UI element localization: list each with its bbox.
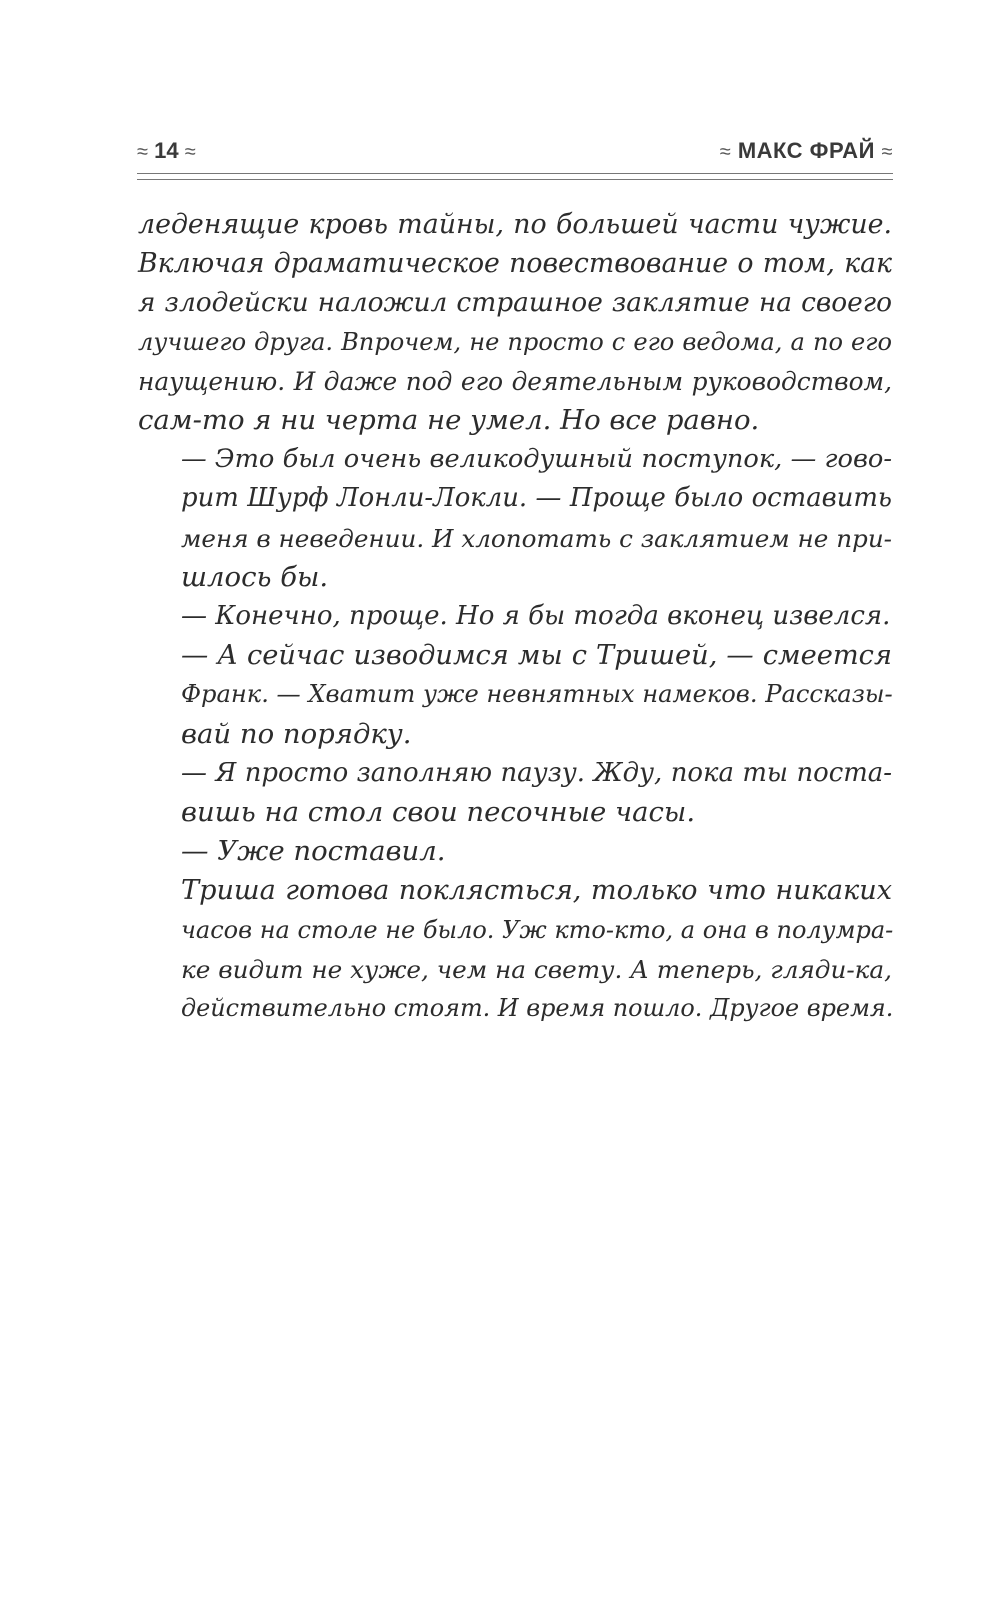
text-line: леденящие кровь тайны, по большей части чужие. — [138, 209, 892, 240]
header-rule-top — [137, 173, 893, 174]
text-line: вишь на стол свои песочные часы. — [181, 796, 696, 829]
author-block — [720, 138, 893, 164]
page-number: 14 — [154, 138, 179, 163]
text-line: — Это был очень великодушный поступок, — гово- — [181, 444, 892, 475]
author-name: МАКС ФРАЙ — [737, 138, 875, 163]
wave-ornament-icon: ≈ — [137, 141, 148, 163]
text-line: наущению. И даже под его деятельным руководством, — [138, 366, 892, 396]
text-line: ке видит не хуже, чем на свету. А теперь, гляди-ка, — [181, 954, 892, 984]
body-text — [138, 205, 892, 1028]
text-line: Включая драматическое повествование о том, как — [138, 248, 892, 280]
paragraph — [138, 832, 892, 871]
text-line: вай по порядку. — [181, 717, 412, 750]
text-line: Франк. — Хватит уже невнятных намеков. Рассказы- — [181, 680, 893, 709]
wave-ornament-icon: ≈ — [881, 141, 893, 163]
text-line: меня в неведении. И хлопотать с заклятием не при- — [181, 523, 892, 553]
header-rule-bottom — [137, 179, 893, 180]
text-line: рит Шурф Лонли-Локли. — Проще было оставить — [181, 483, 892, 514]
wave-ornament-icon: ≈ — [184, 141, 196, 163]
paragraph — [138, 440, 892, 597]
paragraph — [138, 597, 892, 636]
paragraph — [138, 871, 892, 1028]
running-head — [137, 132, 893, 168]
text-line: часов на столе не было. Уж кто-кто, а она в полумра- — [181, 915, 894, 944]
paragraph — [138, 636, 892, 754]
text-line: — А сейчас изводимся мы с Тришей, — смеется — [181, 640, 892, 672]
text-line: — Уже поставил. — [181, 835, 446, 868]
text-line: — Я просто заполняю паузу. Жду, пока ты поста- — [181, 757, 892, 788]
wave-ornament-icon: ≈ — [719, 141, 732, 163]
text-line: Триша готова поклясться, только что никаких — [181, 875, 892, 907]
text-line: — Конечно, проще. Но я бы тогда вконец извелся. — [181, 601, 891, 632]
text-line: я злодейски наложил страшное заклятие на своего — [138, 287, 892, 319]
text-line: шлось бы. — [181, 560, 329, 593]
page-number-block — [137, 138, 196, 164]
text-line: лучшего друга. Впрочем, не просто с его ведома, а по его — [138, 327, 892, 356]
paragraph — [138, 205, 892, 440]
text-line: действительно стоят. И время пошло. Другое время. — [181, 994, 894, 1023]
paragraph — [138, 754, 892, 832]
text-line: сам-то я ни черта не умел. Но все равно. — [138, 404, 760, 437]
